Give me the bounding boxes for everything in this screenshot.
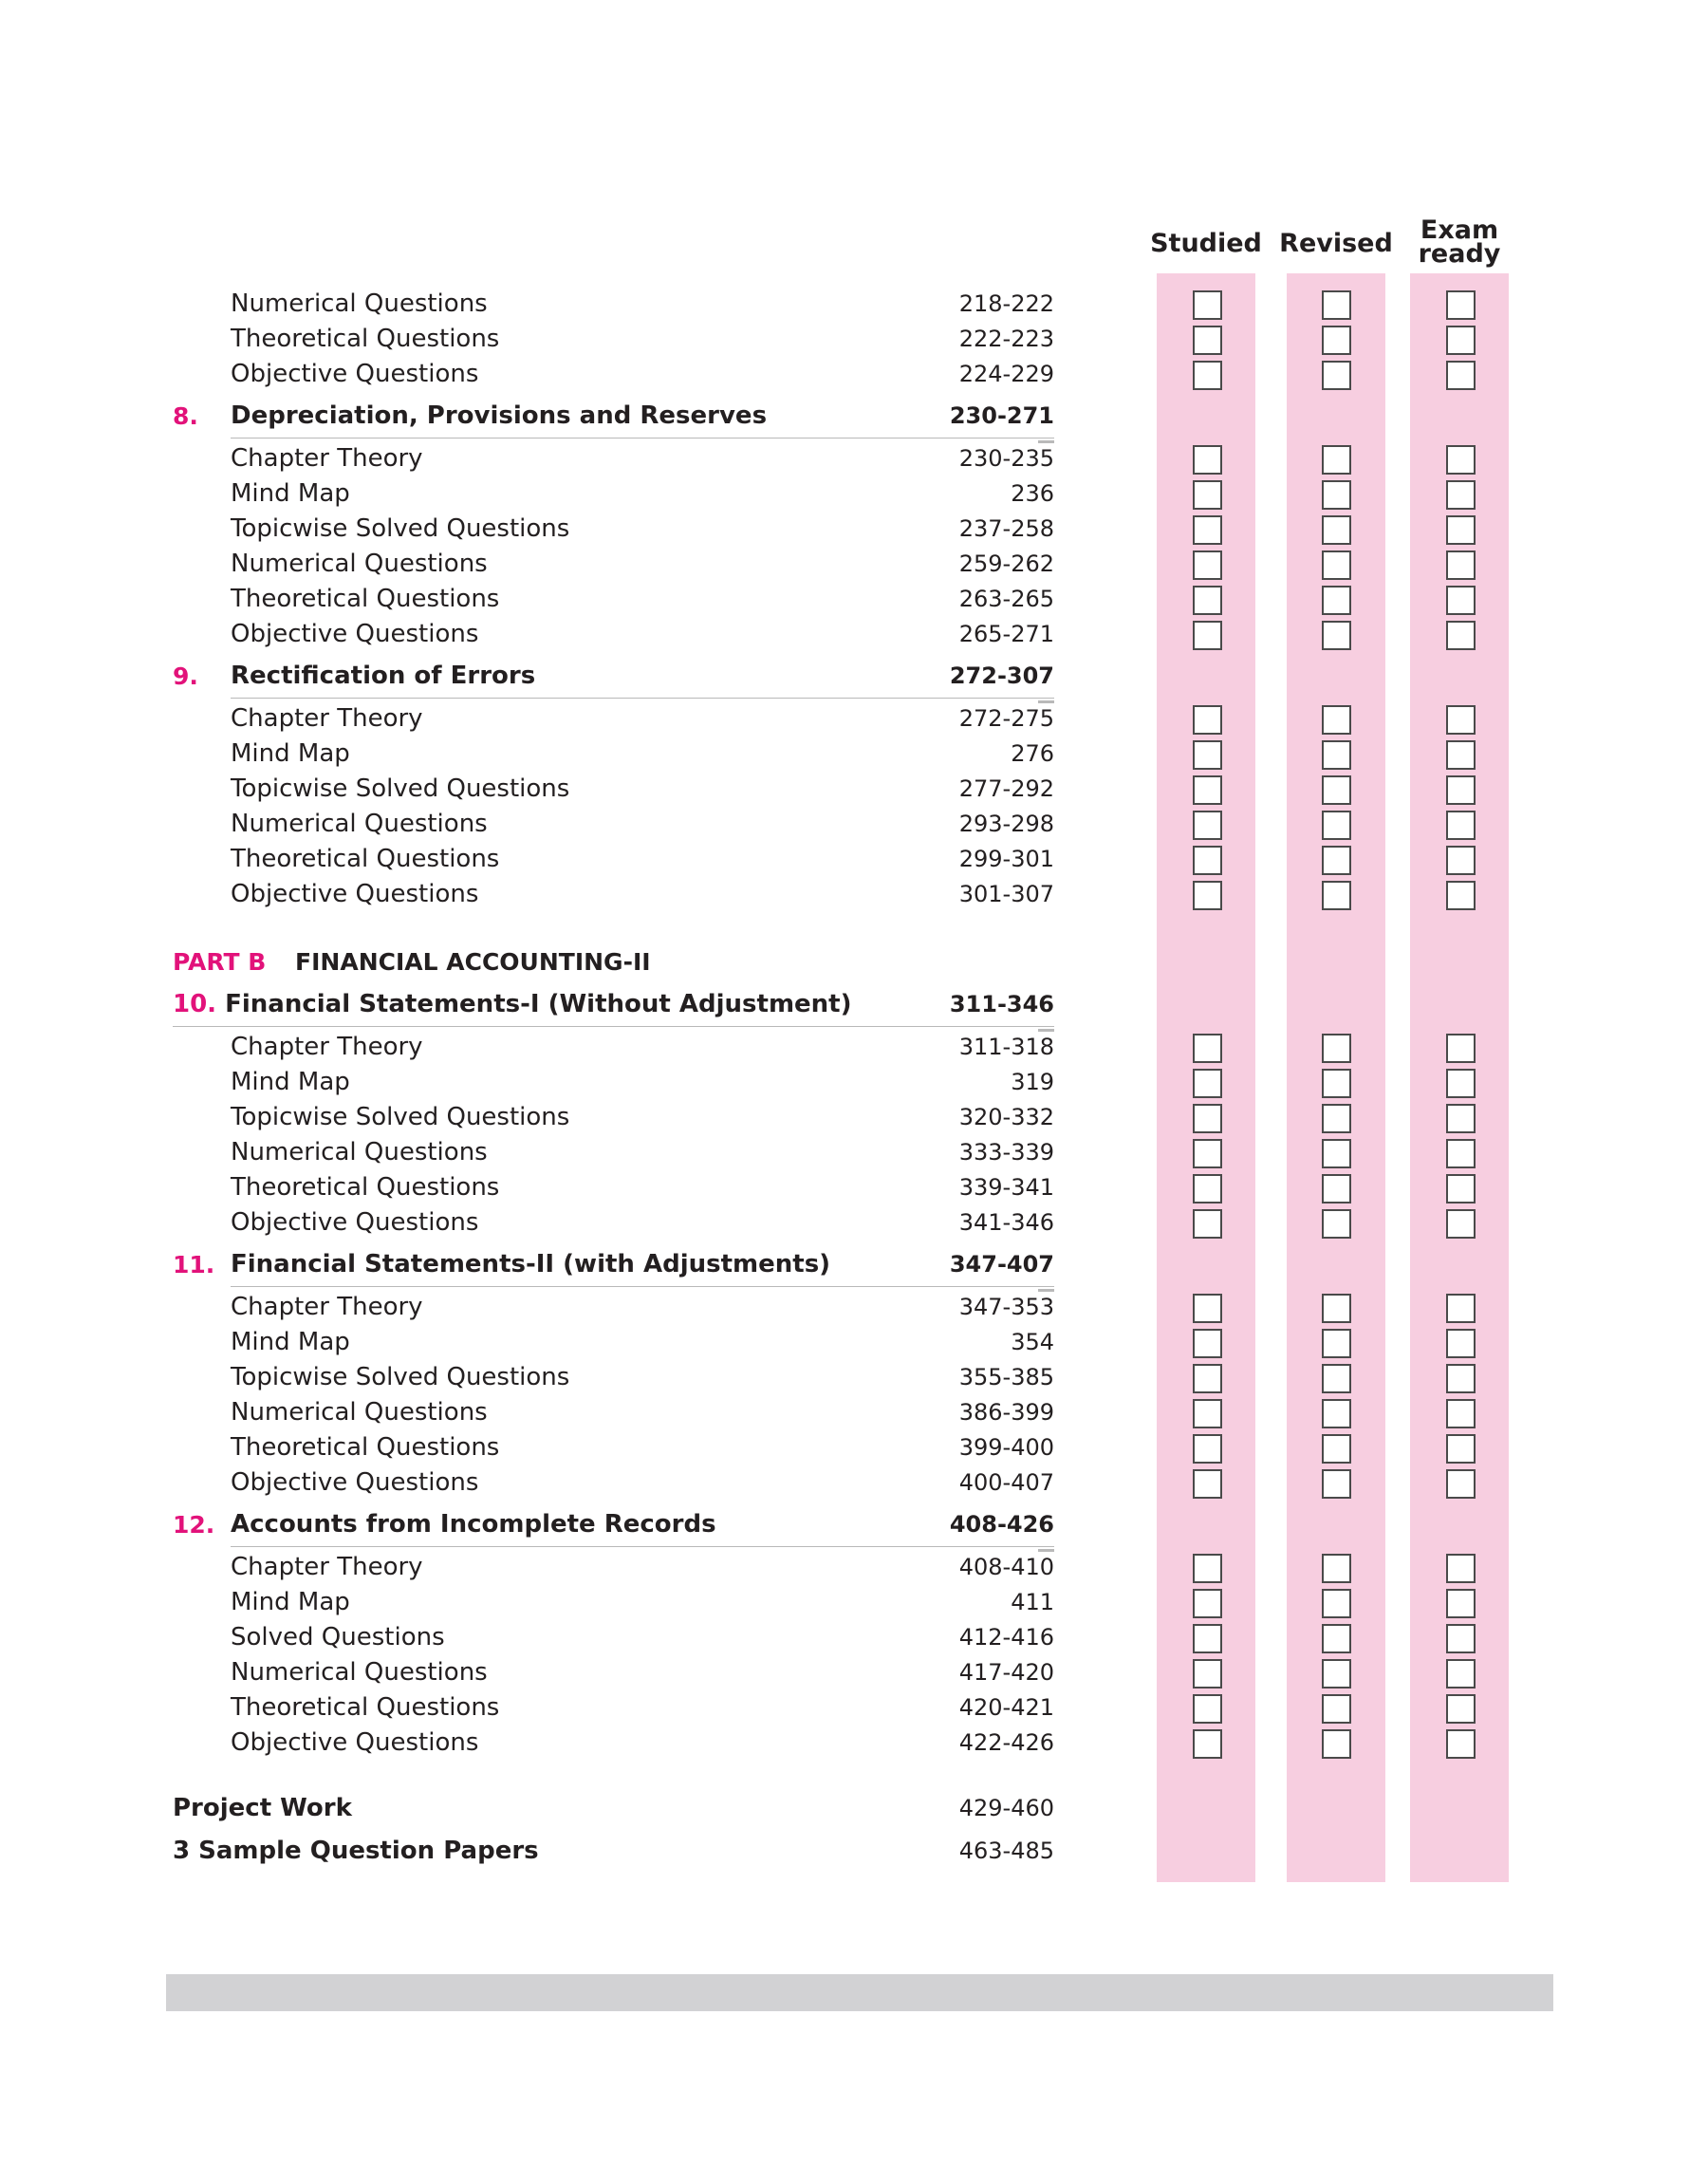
chapter-title-text: Financial Statements-I (Without Adjustment) (225, 990, 852, 1018)
revised-checkbox[interactable] (1322, 705, 1351, 735)
toc-row (0, 877, 1708, 912)
entry-title: 3 Sample Question Papers (173, 1837, 539, 1865)
page-range: 333-339 (958, 1139, 1054, 1166)
chapter-number: 10. (173, 990, 226, 1018)
exam-ready-checkbox[interactable] (1446, 1364, 1476, 1393)
entry-title: Topicwise Solved Questions (231, 1103, 570, 1131)
toc-row (0, 547, 1708, 582)
exam-ready-checkbox[interactable] (1446, 586, 1476, 615)
chapter-number: 11. (173, 1251, 215, 1278)
page-range: 237-258 (958, 515, 1054, 542)
toc-row (0, 287, 1708, 322)
page-range: 263-265 (958, 586, 1054, 612)
chapter-row (0, 1507, 1708, 1542)
toc-row (0, 1360, 1708, 1395)
exam-ready-checkbox[interactable] (1446, 1554, 1476, 1583)
toc-row (0, 1655, 1708, 1690)
studied-checkbox[interactable] (1193, 1329, 1222, 1358)
page-range: 341-346 (958, 1209, 1054, 1236)
revised-checkbox[interactable] (1322, 846, 1351, 875)
toc-row (0, 476, 1708, 512)
revised-checkbox[interactable] (1322, 445, 1351, 475)
part-label: PART B (173, 948, 267, 976)
exam-ready-checkbox[interactable] (1446, 1174, 1476, 1203)
chapter-title: Financial Statements-II (with Adjustments) (231, 1250, 831, 1278)
revised-checkbox[interactable] (1322, 775, 1351, 805)
toc-row (0, 737, 1708, 772)
exam-ready-checkbox[interactable] (1446, 811, 1476, 840)
page-range: 277-292 (958, 775, 1054, 802)
entry-title: Mind Map (231, 479, 350, 508)
exam-ready-checkbox[interactable] (1446, 361, 1476, 390)
exam-ready-checkbox[interactable] (1446, 1469, 1476, 1499)
exam-ready-header-text: Exam ready (1418, 215, 1501, 269)
chapter-title: Accounts from Incomplete Records (231, 1510, 716, 1539)
part-title: FINANCIAL ACCOUNTING-II (295, 948, 651, 976)
exam-ready-checkbox[interactable] (1446, 1729, 1476, 1759)
exam-ready-checkbox[interactable] (1446, 740, 1476, 770)
studied-checkbox[interactable] (1193, 775, 1222, 805)
entry-title: Topicwise Solved Questions (231, 774, 570, 803)
entry-title: Solved Questions (231, 1623, 445, 1651)
page-range: 420-421 (958, 1694, 1054, 1721)
revised-checkbox[interactable] (1322, 1434, 1351, 1464)
toc-row (0, 1465, 1708, 1501)
exam-ready-checkbox[interactable] (1446, 550, 1476, 580)
studied-checkbox[interactable] (1193, 1034, 1222, 1063)
chapter-number: 9. (173, 662, 198, 690)
entry-title: Theoretical Questions (231, 1173, 500, 1202)
revised-checkbox[interactable] (1322, 480, 1351, 510)
studied-checkbox[interactable] (1193, 1399, 1222, 1428)
entry-title: Objective Questions (231, 1208, 479, 1237)
revised-checkbox[interactable] (1322, 1399, 1351, 1428)
toc-row (0, 1290, 1708, 1325)
exam-ready-checkbox[interactable] (1446, 1139, 1476, 1168)
toc-row (0, 512, 1708, 547)
toc-row (0, 357, 1708, 392)
exam-ready-checkbox[interactable] (1446, 1659, 1476, 1689)
studied-checkbox[interactable] (1193, 621, 1222, 650)
exam-ready-column-header (1388, 215, 1531, 269)
exam-ready-checkbox[interactable] (1446, 621, 1476, 650)
footer-bar (166, 1974, 1553, 2011)
entry-title: Topicwise Solved Questions (231, 514, 570, 543)
studied-checkbox[interactable] (1193, 705, 1222, 735)
revised-checkbox[interactable] (1322, 550, 1351, 580)
toc-row (0, 441, 1708, 476)
entry-title: Numerical Questions (231, 1398, 488, 1427)
page-range: 259-262 (958, 550, 1054, 577)
entry-title: Chapter Theory (231, 444, 423, 473)
revised-checkbox[interactable] (1322, 515, 1351, 545)
toc-row (0, 1395, 1708, 1430)
page-range: 408-410 (958, 1554, 1054, 1580)
chapter-title (173, 987, 851, 1022)
entry-title: Theoretical Questions (231, 845, 500, 873)
toc-row (0, 1585, 1708, 1620)
page-range: 347-407 (949, 1251, 1054, 1278)
page-range: 218-222 (958, 290, 1054, 317)
chapter-rule (173, 1026, 1054, 1027)
revised-checkbox[interactable] (1322, 1069, 1351, 1098)
entry-title: Theoretical Questions (231, 1433, 500, 1462)
page-range: 276 (1011, 740, 1054, 767)
page-range: 301-307 (958, 881, 1054, 907)
toc-row (0, 701, 1708, 737)
entry-title: Mind Map (231, 1068, 350, 1096)
exam-ready-checkbox[interactable] (1446, 290, 1476, 320)
revised-checkbox[interactable] (1322, 290, 1351, 320)
toc-row (0, 1620, 1708, 1655)
studied-checkbox[interactable] (1193, 1174, 1222, 1203)
entry-title: Numerical Questions (231, 289, 488, 318)
toc-row (0, 1430, 1708, 1465)
chapter-title: Rectification of Errors (231, 662, 536, 690)
studied-checkbox[interactable] (1193, 290, 1222, 320)
toc-row (0, 807, 1708, 842)
studied-checkbox[interactable] (1193, 846, 1222, 875)
entry-title: Mind Map (231, 1588, 350, 1616)
page-range: 230-271 (949, 402, 1054, 429)
revised-checkbox[interactable] (1322, 1294, 1351, 1323)
chapter-number: 8. (173, 402, 198, 430)
exam-ready-checkbox[interactable] (1446, 1589, 1476, 1618)
page-range: 230-235 (958, 445, 1054, 472)
section-row (0, 1791, 1708, 1826)
revised-checkbox[interactable] (1322, 1174, 1351, 1203)
toc-row (0, 617, 1708, 652)
revised-checkbox[interactable] (1322, 586, 1351, 615)
studied-checkbox[interactable] (1193, 515, 1222, 545)
revised-checkbox[interactable] (1322, 1624, 1351, 1653)
page-range: 408-426 (949, 1511, 1054, 1538)
page-range: 311-318 (958, 1034, 1054, 1060)
studied-checkbox[interactable] (1193, 1469, 1222, 1499)
chapter-number: 12. (173, 1511, 215, 1539)
studied-checkbox[interactable] (1193, 1624, 1222, 1653)
toc-row (0, 1065, 1708, 1100)
entry-title: Theoretical Questions (231, 1693, 500, 1722)
toc-row (0, 582, 1708, 617)
part-b-heading (173, 944, 651, 980)
page-range: 222-223 (958, 326, 1054, 352)
revised-checkbox[interactable] (1322, 1659, 1351, 1689)
page-range: 319 (1011, 1069, 1054, 1095)
revised-checkbox[interactable] (1322, 1729, 1351, 1759)
studied-checkbox[interactable] (1193, 326, 1222, 355)
exam-ready-checkbox[interactable] (1446, 445, 1476, 475)
studied-checkbox[interactable] (1193, 1554, 1222, 1583)
studied-checkbox[interactable] (1193, 445, 1222, 475)
toc-row (0, 1726, 1708, 1761)
toc-row (0, 842, 1708, 877)
revised-checkbox[interactable] (1322, 1694, 1351, 1724)
page-range: 320-332 (958, 1104, 1054, 1130)
studied-checkbox[interactable] (1193, 1589, 1222, 1618)
entry-title: Theoretical Questions (231, 585, 500, 613)
entry-title: Objective Questions (231, 620, 479, 648)
revised-checkbox[interactable] (1322, 1329, 1351, 1358)
exam-ready-checkbox[interactable] (1446, 1434, 1476, 1464)
exam-ready-checkbox[interactable] (1446, 326, 1476, 355)
section-row (0, 1834, 1708, 1869)
entry-title: Numerical Questions (231, 810, 488, 838)
entry-title: Chapter Theory (231, 704, 423, 733)
page-range: 417-420 (958, 1659, 1054, 1686)
toc-row (0, 1135, 1708, 1170)
entry-title: Objective Questions (231, 360, 479, 388)
studied-checkbox[interactable] (1193, 1209, 1222, 1239)
entry-title: Mind Map (231, 739, 350, 768)
entry-title: Numerical Questions (231, 1138, 488, 1166)
page-range: 429-460 (958, 1795, 1054, 1821)
revised-checkbox[interactable] (1322, 740, 1351, 770)
studied-checkbox[interactable] (1193, 881, 1222, 910)
chapter-rule (231, 698, 1054, 699)
entry-title: Mind Map (231, 1328, 350, 1356)
exam-ready-checkbox[interactable] (1446, 705, 1476, 735)
chapter-row (0, 659, 1708, 694)
exam-ready-checkbox[interactable] (1446, 881, 1476, 910)
page-range: 347-353 (958, 1294, 1054, 1320)
entry-title: Objective Questions (231, 1468, 479, 1497)
page-range: 272-307 (949, 662, 1054, 689)
revised-checkbox[interactable] (1322, 1104, 1351, 1133)
studied-checkbox[interactable] (1193, 1104, 1222, 1133)
revised-checkbox[interactable] (1322, 361, 1351, 390)
chapter-row (0, 987, 1708, 1022)
page-range: 422-426 (958, 1729, 1054, 1756)
page-range: 236 (1011, 480, 1054, 507)
exam-ready-checkbox[interactable] (1446, 515, 1476, 545)
page-range: 412-416 (958, 1624, 1054, 1651)
page-range: 400-407 (958, 1469, 1054, 1496)
exam-ready-checkbox[interactable] (1446, 1399, 1476, 1428)
studied-checkbox[interactable] (1193, 1659, 1222, 1689)
exam-ready-checkbox[interactable] (1446, 1069, 1476, 1098)
revised-checkbox[interactable] (1322, 1554, 1351, 1583)
exam-ready-checkbox[interactable] (1446, 1329, 1476, 1358)
entry-title: Objective Questions (231, 1728, 479, 1757)
chapter-rule (231, 1286, 1054, 1287)
entry-title: Objective Questions (231, 880, 479, 908)
exam-ready-checkbox[interactable] (1446, 846, 1476, 875)
toc-row (0, 1325, 1708, 1360)
page-range: 272-275 (958, 705, 1054, 732)
studied-checkbox[interactable] (1193, 740, 1222, 770)
studied-checkbox[interactable] (1193, 1694, 1222, 1724)
page-range: 399-400 (958, 1434, 1054, 1461)
revised-checkbox[interactable] (1322, 621, 1351, 650)
entry-title: Theoretical Questions (231, 325, 500, 353)
entry-title: Chapter Theory (231, 1553, 423, 1581)
exam-ready-checkbox[interactable] (1446, 1624, 1476, 1653)
studied-checkbox[interactable] (1193, 1294, 1222, 1323)
toc-row (0, 1205, 1708, 1241)
studied-checkbox[interactable] (1193, 1364, 1222, 1393)
chapter-row (0, 1247, 1708, 1282)
page-range: 463-485 (958, 1838, 1054, 1864)
revised-checkbox[interactable] (1322, 1209, 1351, 1239)
chapter-title: Depreciation, Provisions and Reserves (231, 401, 768, 430)
exam-ready-checkbox[interactable] (1446, 1694, 1476, 1724)
studied-checkbox[interactable] (1193, 480, 1222, 510)
entry-title: Project Work (173, 1794, 352, 1822)
entry-title: Numerical Questions (231, 1658, 488, 1687)
page-range: 339-341 (958, 1174, 1054, 1201)
entry-title: Chapter Theory (231, 1293, 423, 1321)
toc-row (0, 1100, 1708, 1135)
page-range: 311-346 (949, 991, 1054, 1017)
page-range: 293-298 (958, 811, 1054, 837)
revised-column-header: Revised (1279, 229, 1393, 258)
exam-ready-checkbox[interactable] (1446, 1104, 1476, 1133)
page-range: 386-399 (958, 1399, 1054, 1426)
toc-row (0, 1030, 1708, 1065)
exam-ready-checkbox[interactable] (1446, 1294, 1476, 1323)
studied-checkbox[interactable] (1193, 361, 1222, 390)
exam-ready-checkbox[interactable] (1446, 1034, 1476, 1063)
page-range: 224-229 (958, 361, 1054, 387)
studied-checkbox[interactable] (1193, 1434, 1222, 1464)
revised-checkbox[interactable] (1322, 1364, 1351, 1393)
studied-checkbox[interactable] (1193, 1139, 1222, 1168)
studied-checkbox[interactable] (1193, 811, 1222, 840)
exam-ready-checkbox[interactable] (1446, 1209, 1476, 1239)
exam-ready-checkbox[interactable] (1446, 775, 1476, 805)
exam-ready-checkbox[interactable] (1446, 480, 1476, 510)
entry-title: Numerical Questions (231, 550, 488, 578)
chapter-row (0, 399, 1708, 434)
revised-checkbox[interactable] (1322, 1469, 1351, 1499)
studied-checkbox[interactable] (1193, 1729, 1222, 1759)
toc-row (0, 322, 1708, 357)
entry-title: Chapter Theory (231, 1033, 423, 1061)
revised-checkbox[interactable] (1322, 326, 1351, 355)
studied-column-header: Studied (1150, 229, 1262, 258)
page-range: 265-271 (958, 621, 1054, 647)
revised-checkbox[interactable] (1322, 1589, 1351, 1618)
studied-checkbox[interactable] (1193, 586, 1222, 615)
revised-checkbox[interactable] (1322, 811, 1351, 840)
revised-checkbox[interactable] (1322, 881, 1351, 910)
entry-title: Topicwise Solved Questions (231, 1363, 570, 1391)
studied-checkbox[interactable] (1193, 550, 1222, 580)
page-range: 299-301 (958, 846, 1054, 872)
toc-row (0, 1690, 1708, 1726)
revised-checkbox[interactable] (1322, 1139, 1351, 1168)
page-range: 411 (1011, 1589, 1054, 1615)
revised-checkbox[interactable] (1322, 1034, 1351, 1063)
page-range: 354 (1011, 1329, 1054, 1355)
toc-row (0, 1170, 1708, 1205)
toc-row (0, 772, 1708, 807)
page-range: 355-385 (958, 1364, 1054, 1390)
toc-row (0, 1550, 1708, 1585)
studied-checkbox[interactable] (1193, 1069, 1222, 1098)
chapter-rule (231, 1546, 1054, 1547)
